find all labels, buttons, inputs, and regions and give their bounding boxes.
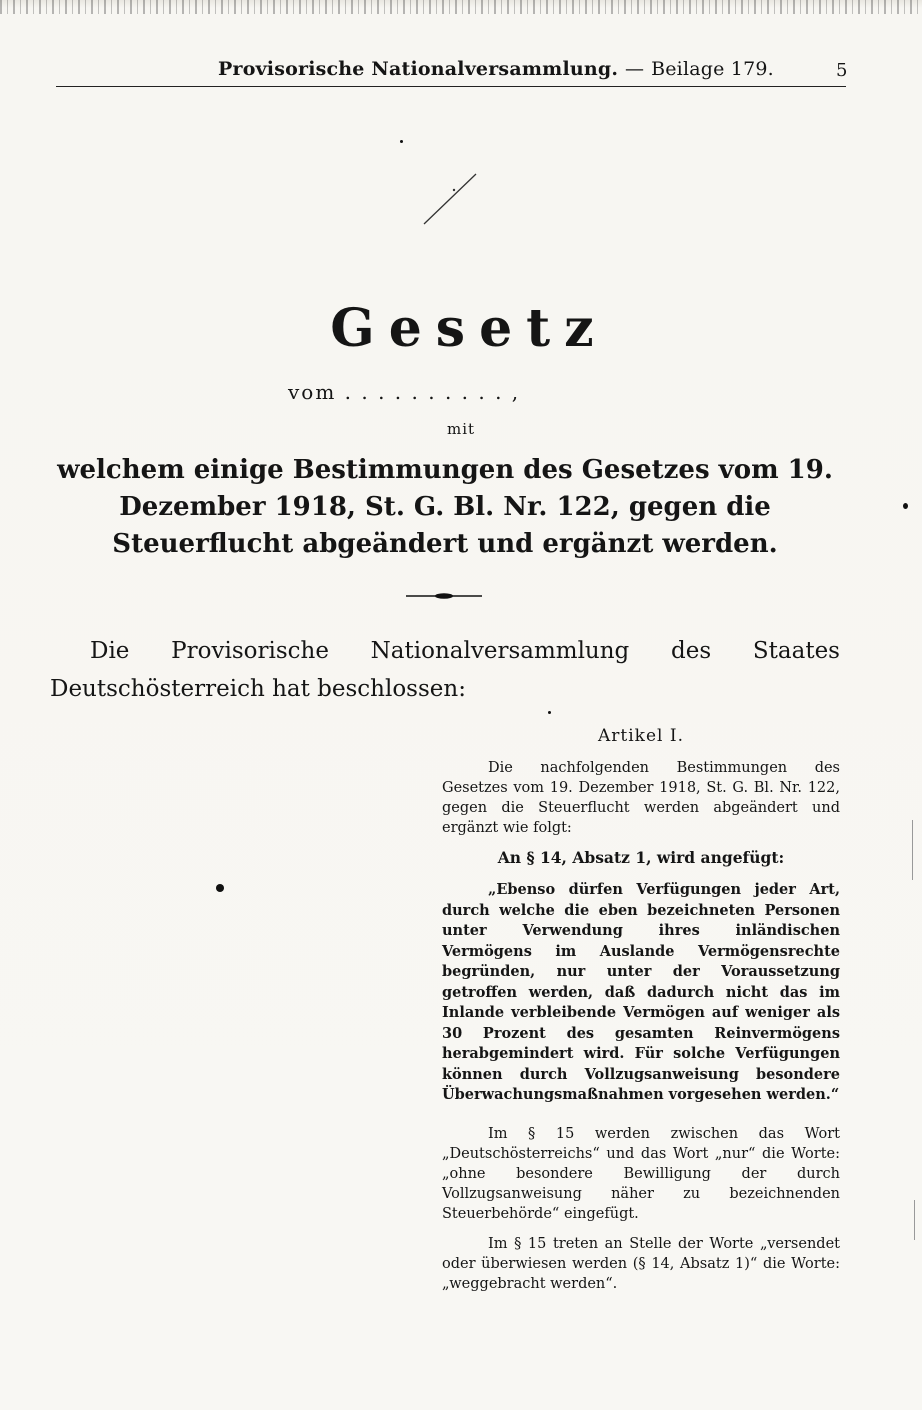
ink-dot: [548, 711, 551, 714]
article-heading: Artikel I.: [598, 726, 684, 746]
page-number: 5: [836, 60, 848, 81]
header-rule: [56, 86, 846, 87]
connector-mit: mit: [446, 420, 476, 438]
article-column: [442, 726, 840, 1304]
header-assembly: Provisorische Nationalversammlung.: [218, 58, 619, 80]
article-intro: Die nachfolgenden Bestimmungen des Gesetzes vom 19. Dezember 1918, St. G. Bl. Nr. 122, gegen die Steuerflucht werden abgeändert und ergänzt wie folgt:: [442, 760, 840, 836]
date-line: vom . . . . . . . . . . ,: [288, 380, 521, 404]
scan-edge-mark: [914, 1200, 915, 1240]
handwritten-slash-mark: [420, 172, 480, 228]
article-paragraph-2: Im § 15 werden zwischen das Wort „Deutschösterreichs“ und das Wort „nur“ die Worte: „ohne besondere Bewilligung der durch Vollzugsanweisung näher zu bezeichnenden Steuerbehörde“ eingefügt.: [442, 1125, 840, 1222]
preamble: Die Provisorische Nationalversammlung des Staates Deutschösterreich hat beschlossen:: [50, 638, 840, 702]
law-subtitle: welchem einige Bestimmungen des Gesetzes vom 19. Dezember 1918, St. G. Bl. Nr. 122, gegen die Steuerflucht abgeändert und ergänzt werden.: [57, 455, 833, 559]
running-header: [0, 58, 922, 88]
amendment-text: „Ebenso dürfen Verfügungen jeder Art, durch welche die eben bezeichneten Personen unter Verwendung ihres inländischen Vermögens im Auslande Vermögensrechte begründen, nur unter der Voraussetzung getroffen werden, daß dadurch nicht das im Inlande verbleibende Vermögen auf weniger als 30 Prozent des gesamten Reinvermögens herabgemindert wird. Für solche Verfügungen können durch Vollzugsanweisung besondere Überwachungsmaßnahmen vorgesehen werden.“: [442, 881, 840, 1103]
header-title: [218, 58, 774, 80]
ink-dot: [400, 140, 403, 143]
article-paragraph-3: Im § 15 treten an Stelle der Worte „versendet oder überwiesen werden (§ 14, Absatz 1)“ die Worte: „weggebracht werden“.: [442, 1235, 840, 1292]
section-ornament: [404, 591, 484, 601]
amendment-heading: An § 14, Absatz 1, wird angefügt:: [497, 848, 785, 867]
header-separator: —: [625, 58, 645, 80]
scan-edge-noise: [0, 0, 922, 14]
ink-dot: [903, 503, 908, 509]
document-title: Gesetz: [330, 298, 608, 359]
scan-edge-mark: [912, 820, 913, 880]
header-beilage: Beilage 179.: [651, 58, 774, 80]
ink-dot: [216, 884, 224, 892]
